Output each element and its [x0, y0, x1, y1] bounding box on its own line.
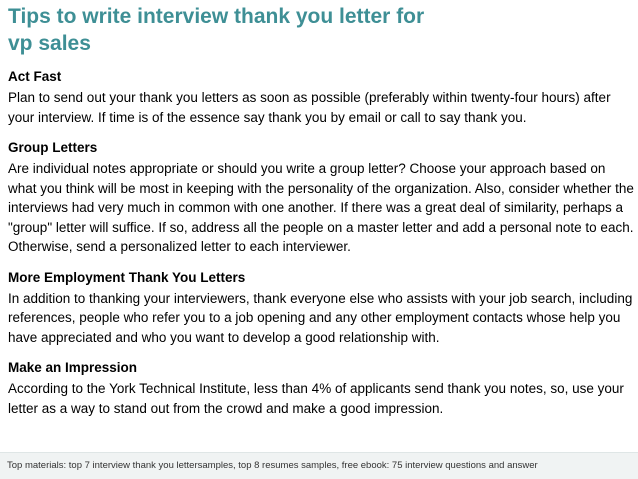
section-body: Are individual notes appropriate or should you write a group letter? Choose your approach based on what you think will be most in keeping with the personality of the organization. Also, consider whether the interviews had very much in common with one another. If there was a great deal of similarity, perhaps a "group" letter will suffice. If so, address all the people on a master letter and add a personal note to each. Otherwise, send a personalized letter to each interviewer.	[8, 161, 634, 254]
page-title-line-1: Tips to write interview thank you letter for	[8, 5, 425, 28]
section-more-employment-thank-you-letters	[8, 268, 634, 348]
footer-text: Top materials: top 7 interview thank you lettersamples, top 8 resumes samples, free ebook: 75 interview questions and answer	[7, 460, 538, 471]
section-heading: Act Fast	[8, 69, 62, 84]
section-act-fast	[8, 67, 634, 127]
section-body: According to the York Technical Institute, less than 4% of applicants send thank you notes, so, use your letter as a way to stand out from the crowd and make a good impression.	[8, 381, 624, 416]
section-body: In addition to thanking your interviewers, thank everyone else who assists with your job search, including references, people who refer you to a job opening and any other employment contacts whose help you have appreciated and who you want to develop a good relationship with.	[8, 290, 633, 345]
section-body: Plan to send out your thank you letters as soon as possible (preferably within twenty-four hours) after your interview. If time is of the essence say thank you by email or call to say thank you.	[8, 90, 611, 125]
section-make-an-impression	[8, 358, 634, 418]
tips-content	[8, 67, 634, 429]
footer-bar	[0, 453, 638, 479]
section-heading: Group Letters	[8, 140, 98, 155]
page-title	[8, 3, 628, 57]
page-title-line-2: vp sales	[8, 32, 91, 55]
section-group-letters	[8, 138, 634, 257]
section-heading: More Employment Thank You Letters	[8, 269, 246, 285]
section-heading: Make an Impression	[8, 360, 138, 375]
